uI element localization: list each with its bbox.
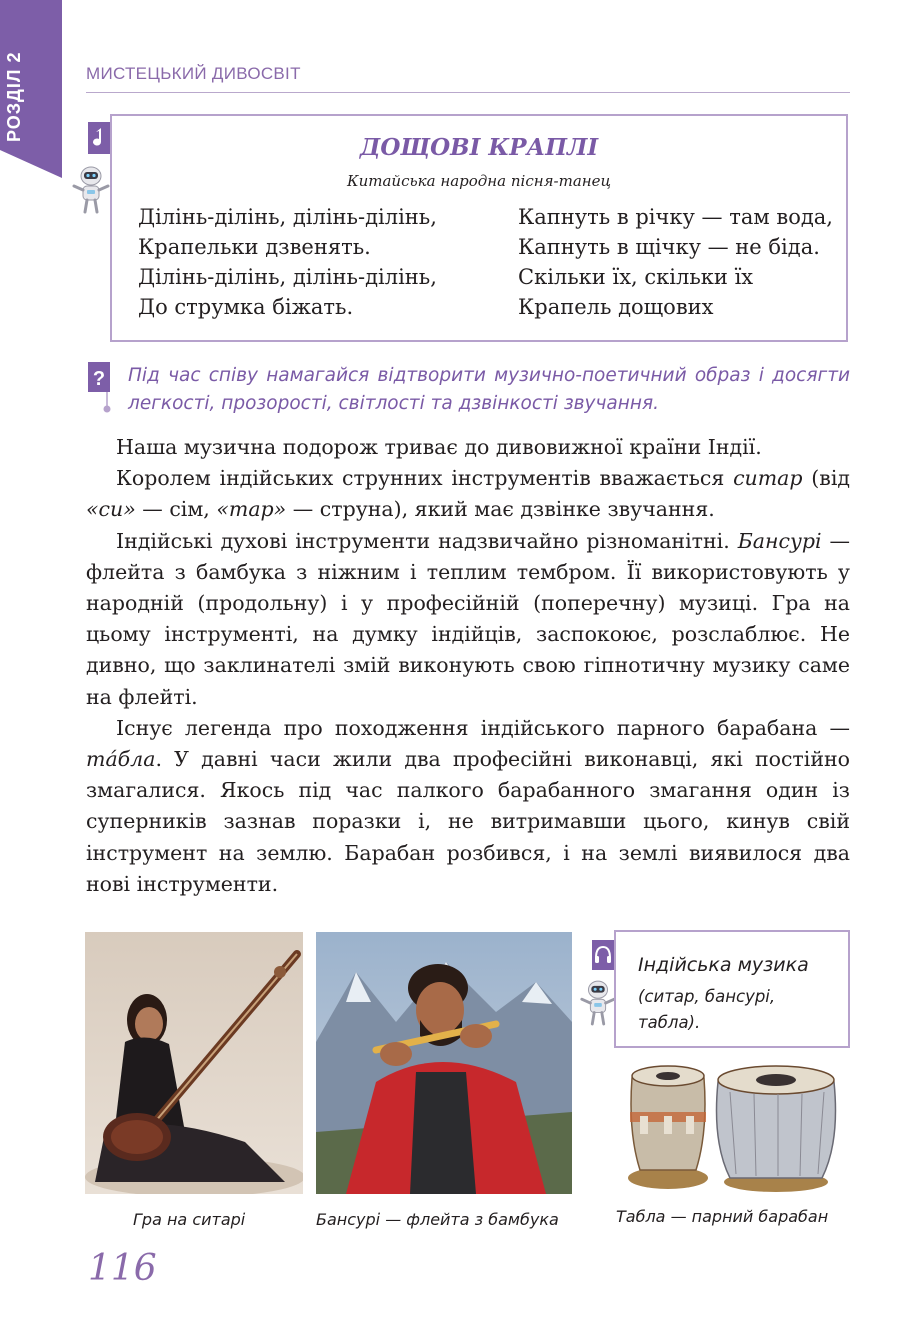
verse-line: Скільки їх, скільки їх: [518, 265, 754, 289]
music-note-icon: [88, 122, 110, 154]
tabla-caption: Табла — парний барабан: [616, 1207, 829, 1226]
verse-line: Крапельки дзвенять.: [138, 235, 371, 259]
question-text: Під час співу намагайся відтворити музично-поетичний образ і досягти легкості, прозорості, світлості та дзвінкості звучання.: [128, 365, 850, 414]
bansuri-player-photo: [316, 932, 572, 1194]
svg-text:?: ?: [92, 368, 106, 390]
running-head: МИСТЕЦЬКИЙ ДИВОСВІТ: [86, 64, 301, 83]
headphones-icon: [592, 940, 614, 970]
verse-line: Капнуть в річку — там вода,: [518, 205, 833, 229]
section-tab: [0, 0, 62, 178]
verse-line: Ділінь-ділінь, ділінь-ділінь,: [138, 205, 437, 229]
verse-right: [518, 202, 833, 322]
verse-line: До струмка біжать.: [138, 295, 354, 319]
tabla-photo: [620, 1052, 840, 1194]
paragraph: Наша музична подорож триває до дивовижної країни Індії.: [116, 435, 762, 459]
robot-icon: [70, 164, 112, 218]
listen-box: [614, 930, 850, 1048]
listen-subtitle: (ситар, бансурі, табла).: [638, 987, 776, 1032]
verse-line: Крапель дощових: [518, 295, 714, 319]
body-text: [86, 432, 850, 900]
header-divider: [86, 92, 850, 93]
paragraph: Існує легенда про походження індійського парного барабана — та́бла. У давні часи жили два професійні виконавці, які постійно змагалися. Якось під час палкого барабанного змагання один із суперників зазнав поразки і, не витримавши цього, кинув свій інструмент на землю. Барабан розбився, і на землі виявилося два нові інструменти.: [86, 715, 850, 896]
song-subtitle: Китайська народна пісня-танец: [346, 172, 612, 190]
bansuri-caption: Бансурі — флейта з бамбука: [316, 1210, 559, 1229]
listen-title: Індійська музика: [638, 954, 809, 976]
song-title: ДОЩОВІ КРАПЛІ: [359, 134, 599, 161]
sitar-player-photo: [85, 932, 303, 1194]
verse-line: Капнуть в щічку — не біда.: [518, 235, 820, 259]
robot-icon: [578, 978, 618, 1030]
song-box: [110, 114, 848, 342]
sitar-caption: Гра на ситарі: [133, 1210, 246, 1229]
verse-line: Ділінь-ділінь, ділінь-ділінь,: [138, 265, 437, 289]
verse-left: [138, 202, 437, 322]
paragraph: Королем індійських струнних інструментів вважається ситар (від «си» — сім, «тар» — струна), який має дзвінке звучання.: [86, 466, 851, 522]
paragraph: Індійські духові інструменти надзвичайно різноманітні. Бансурі — флейта з бамбука з ніжним і теплим тембром. Її використовують у народній (продольну) і у професійній (поперечну) музиці. Гра на цьому інструменті, на думку індійців, заспокоює, розслаблює. Не дивно, що заклинателі змій виконують свою гіпнотичну музику саме на флейті.: [86, 528, 850, 709]
section-tab-label: РОЗДІЛ 2: [4, 51, 24, 142]
question-icon: [88, 362, 118, 414]
page-number: 116: [88, 1248, 157, 1289]
